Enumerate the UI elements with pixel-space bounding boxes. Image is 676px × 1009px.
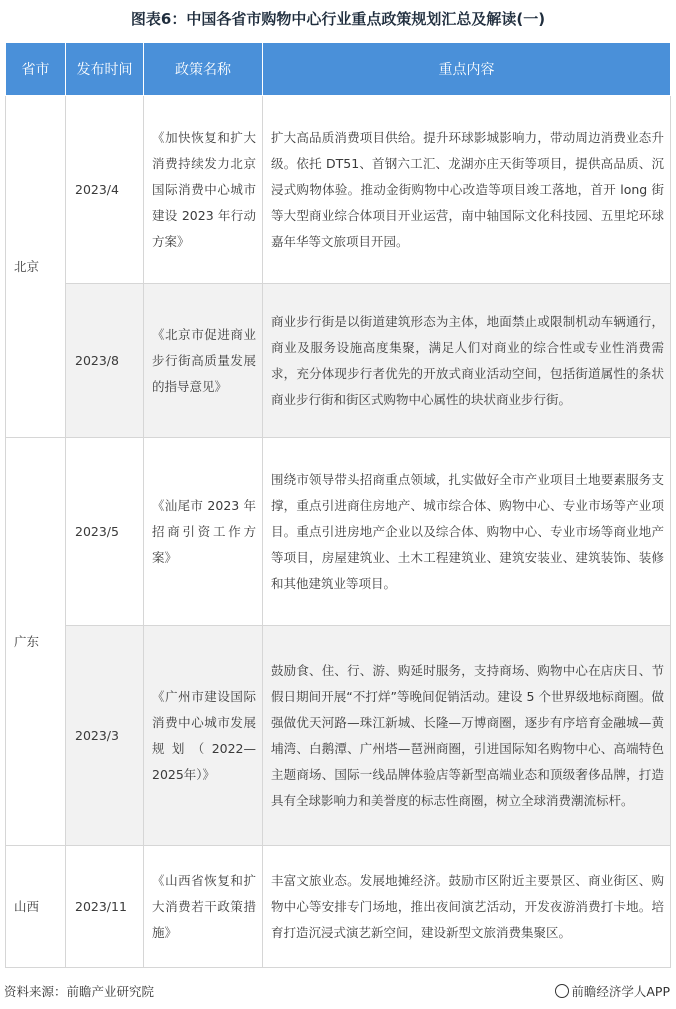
date-cell: 2023/4 bbox=[66, 96, 144, 284]
content-cell: 商业步行街是以街道建筑形态为主体，地面禁止或限制机动车辆通行，商业及服务设施高度集聚，满足人们对商业的综合性或专业性消费需求，充分体现步行者优先的开放式商业活动空间，包括街道属性的条状商业步行街和街区式购物中心属性的块状商业步行街。 bbox=[263, 284, 671, 438]
date-cell: 2023/8 bbox=[66, 284, 144, 438]
content-cell: 扩大高品质消费项目供给。提升环球影城影响力，带动周边消费业态升级。依托 DT51、首钢六工汇、龙湖亦庄天街等项目，提供高品质、沉浸式购物体验。推动金街购物中心改造等项目竣工落地，首开 long 街等大型商业综合体项目开业运营，南中轴国际文化科技园、五里坨环球嘉年华等文旅项目开园。 bbox=[263, 96, 671, 284]
figure-title: 图表6：中国各省市购物中心行业重点政策规划汇总及解读(一) bbox=[130, 10, 546, 28]
brand-name: 前瞻经济学人APP bbox=[571, 984, 670, 999]
table-row bbox=[6, 846, 671, 968]
header-key-content: 重点内容 bbox=[263, 43, 671, 96]
date-cell: 2023/3 bbox=[66, 626, 144, 846]
source-note: 资料来源：前瞻产业研究院 bbox=[4, 984, 155, 999]
policy-name-cell: 《北京市促进商业步行街高质量发展的指导意见》 bbox=[144, 284, 263, 438]
policy-name-cell: 《山西省恢复和扩大消费若干政策措施》 bbox=[144, 846, 263, 968]
table-row bbox=[6, 96, 671, 284]
table-row bbox=[6, 626, 671, 846]
brand-logo-icon bbox=[555, 984, 569, 998]
policy-name-cell: 《加快恢复和扩大消费持续发力北京国际消费中心城市建设 2023 年行动方案》 bbox=[144, 96, 263, 284]
brand-credit bbox=[555, 982, 670, 1000]
date-cell: 2023/5 bbox=[66, 438, 144, 626]
province-cell: 山西 bbox=[6, 846, 66, 968]
header-date: 发布时间 bbox=[66, 43, 144, 96]
content-cell: 丰富文旅业态。发展地摊经济。鼓励市区附近主要景区、商业街区、购物中心等安排专门场地，推出夜间演艺活动，开发夜游消费打卡地。培育打造沉浸式演艺新空间，建设新型文旅消费集聚区。 bbox=[263, 846, 671, 968]
date-cell: 2023/11 bbox=[66, 846, 144, 968]
table-row bbox=[6, 438, 671, 626]
policy-name-cell: 《汕尾市 2023 年招商引资工作方案》 bbox=[144, 438, 263, 626]
policy-table bbox=[5, 42, 671, 968]
table-row bbox=[6, 284, 671, 438]
table-header-row bbox=[6, 43, 671, 96]
header-policy-name: 政策名称 bbox=[144, 43, 263, 96]
province-cell: 广东 bbox=[6, 438, 66, 846]
province-cell: 北京 bbox=[6, 96, 66, 438]
content-cell: 鼓励食、住、行、游、购延时服务，支持商场、购物中心在店庆日、节假日期间开展“不打烊”等晚间促销活动。建设 5 个世界级地标商圈。做强做优天河路—珠江新城、长隆—万博商圈，逐步有序培育金融城—黄埔湾、白鹅潭、广州塔—琶洲商圈，引进国际知名购物中心、高端特色主题商场、国际一线品牌体验店等新型高端业态和顶级奢侈品牌，打造具有全球影响力和美誉度的标志性商圈，树立全球消费潮流标杆。 bbox=[263, 626, 671, 846]
header-province: 省市 bbox=[6, 43, 66, 96]
content-cell: 围绕市领导带头招商重点领域，扎实做好全市产业项目土地要素服务支撑，重点引进商住房地产、城市综合体、购物中心、专业市场等产业项目。重点引进房地产企业以及综合体、购物中心、专业市场等商业地产等项目，房屋建筑业、土木工程建筑业、建筑安装业、建筑装饰、装修和其他建筑业等项目。 bbox=[263, 438, 671, 626]
policy-name-cell: 《广州市建设国际消费中心城市发展规划（2022—2025年）》 bbox=[144, 626, 263, 846]
